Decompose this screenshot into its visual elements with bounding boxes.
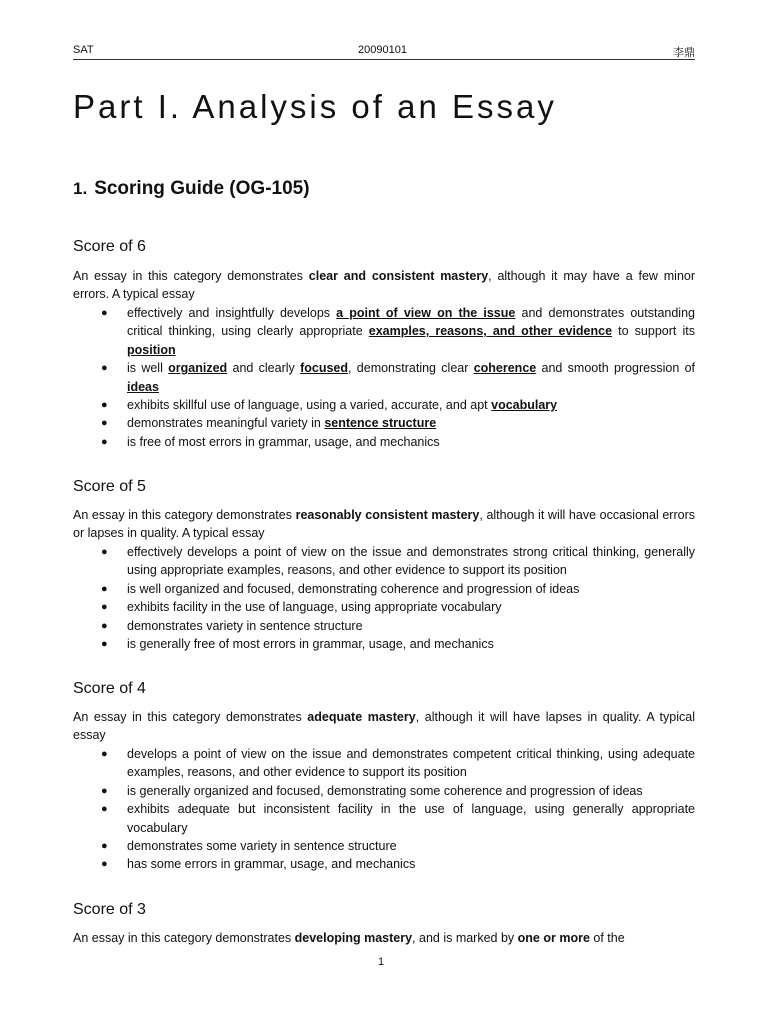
header-left: SAT <box>73 44 94 56</box>
page-number: 1 <box>378 956 385 968</box>
list-item: ● is generally free of most errors in grammar, usage, and mechanics <box>73 635 695 653</box>
list-item: ● effectively develops a point of view on the issue and demonstrates strong critical thinking, generally using appropriate examples, reasons, and other evidence to support its position <box>101 545 695 578</box>
list-item: ● is well organized and clearly focused, demonstrating clear coherence and smooth progression of ideas <box>101 361 695 394</box>
list-item: ● effectively and insightfully develops a point of view on the issue and demonstrates outstanding critical thinking, using clearly appropriate examples, reasons, and other evidence to support its position <box>101 306 695 357</box>
list-item: ● develops a point of view on the issue and demonstrates competent critical thinking, using adequate examples, reasons, and other evidence to support its position <box>101 747 695 780</box>
list-item: ● demonstrates some variety in sentence structure <box>73 837 695 855</box>
score-3-intro: An essay in this category demonstrates developing mastery, and is marked by one or more of the <box>73 931 625 945</box>
score-4-intro: An essay in this category demonstrates adequate mastery, although it will have lapses in quality. A typical essay <box>73 710 695 743</box>
list-item: ● is free of most errors in grammar, usage, and mechanics <box>73 433 695 451</box>
score-6-heading: Score of 6 <box>73 238 146 255</box>
list-item: ● has some errors in grammar, usage, and mechanics <box>73 855 695 873</box>
list-item: ● demonstrates variety in sentence structure <box>73 617 695 635</box>
bullet-icon: ● <box>101 417 108 430</box>
score-5-intro: An essay in this category demonstrates reasonably consistent mastery, although it will have occasional errors or lapses in quality. A typical essay <box>73 508 695 541</box>
bullet-icon: ● <box>101 840 108 853</box>
header-divider <box>73 59 695 60</box>
bullet-icon: ● <box>101 307 108 319</box>
score-5-list <box>73 543 695 653</box>
bullet-icon: ● <box>101 582 108 595</box>
section-heading <box>73 178 310 200</box>
header-author: 李鼎 <box>673 47 695 59</box>
score-4-heading: Score of 4 <box>73 680 146 697</box>
score-6-intro: An essay in this category demonstrates clear and consistent mastery, although it may have a few minor errors. A typical essay <box>73 269 696 302</box>
bullet-icon: ● <box>101 399 108 412</box>
score-6-list <box>73 304 695 451</box>
running-header <box>73 44 695 58</box>
list-item: ● demonstrates meaningful variety in sentence structure <box>73 414 695 432</box>
list-item: ● exhibits skillful use of language, using a varied, accurate, and apt vocabulary <box>73 396 695 414</box>
bullet-icon: ● <box>101 435 108 448</box>
bullet-icon: ● <box>101 601 108 614</box>
list-item: ● exhibits facility in the use of language, using appropriate vocabulary <box>73 598 695 616</box>
bullet-icon: ● <box>101 748 108 760</box>
part-title: Part I. Analysis of an Essay <box>73 88 557 125</box>
bullet-icon: ● <box>101 858 108 871</box>
list-item: ● is well organized and focused, demonstrating coherence and progression of ideas <box>73 580 695 598</box>
list-item: ● exhibits adequate but inconsistent facility in the use of language, using generally appropriate vocabulary <box>101 802 695 835</box>
section-title: Scoring Guide (OG-105) <box>94 178 310 199</box>
bullet-icon: ● <box>101 784 108 797</box>
score-3-heading: Score of 3 <box>73 901 146 918</box>
bullet-icon: ● <box>101 638 108 651</box>
bullet-icon: ● <box>101 362 108 375</box>
list-item: ● is generally organized and focused, demonstrating some coherence and progression of ideas <box>73 782 695 800</box>
bullet-icon: ● <box>101 619 108 632</box>
header-date: 20090101 <box>358 44 407 56</box>
bullet-icon: ● <box>101 803 108 816</box>
section-number: 1. <box>73 179 88 198</box>
score-4-list <box>73 745 695 874</box>
score-5-heading: Score of 5 <box>73 478 146 495</box>
bullet-icon: ● <box>101 546 108 558</box>
